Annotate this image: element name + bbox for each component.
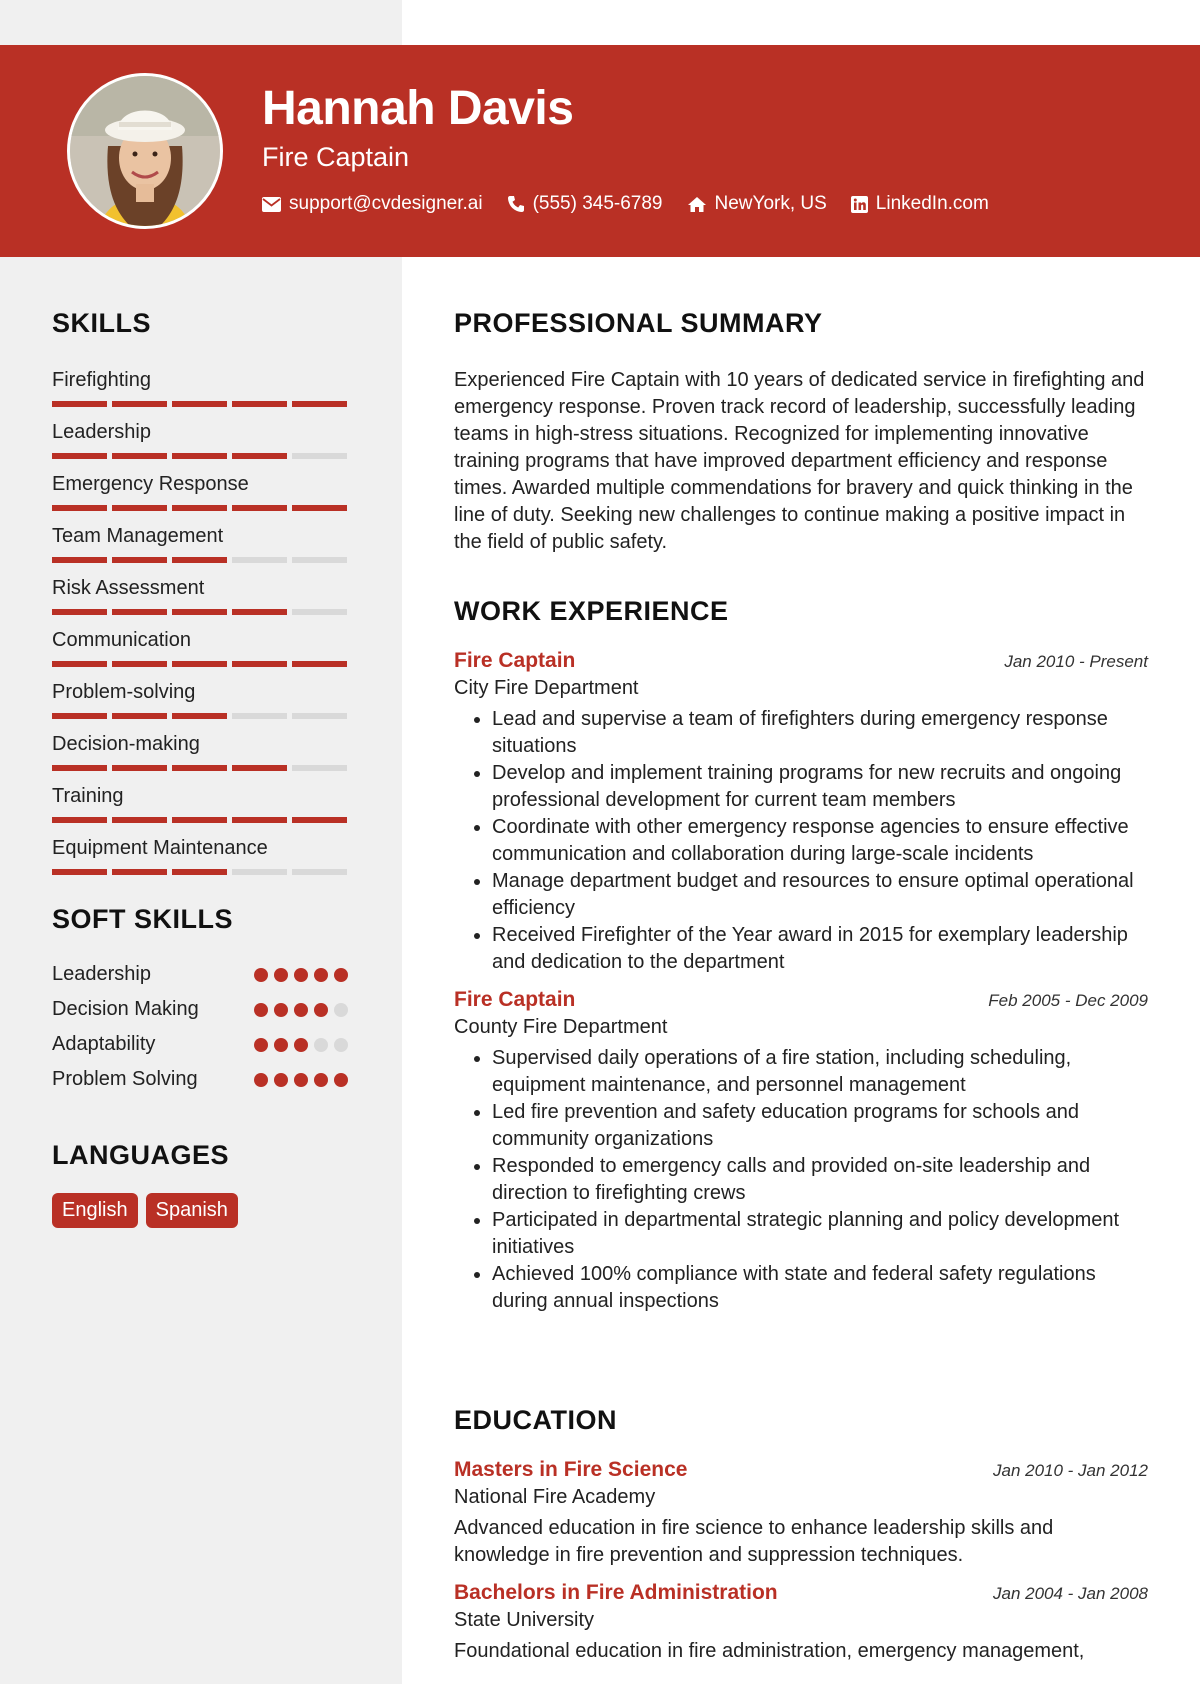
soft-skill-name: Decision Making	[52, 998, 199, 1020]
skill-name: Firefighting	[52, 369, 151, 391]
skill-level-segment	[112, 817, 167, 823]
skill-level-segment	[292, 765, 347, 771]
skill-level-segment	[112, 765, 167, 771]
skill-level-segment	[172, 453, 227, 459]
linkedin-icon	[851, 196, 868, 213]
job-organization: City Fire Department	[454, 677, 639, 699]
skill-level-segment	[52, 505, 107, 511]
education-description: Foundational education in fire administration, emergency management,	[454, 1640, 1085, 1662]
skill-item	[52, 733, 352, 771]
skill-level-segment	[232, 817, 287, 823]
skill-level-segment	[232, 661, 287, 667]
job-entry	[454, 988, 1148, 1315]
school-name: State University	[454, 1609, 595, 1631]
degree-title: Bachelors in Fire Administration	[454, 1581, 778, 1604]
job-bullet: • Achieved 100% compliance with state and federal safety regulations during annual inspections	[492, 1261, 1148, 1315]
rating-dot	[294, 1073, 308, 1087]
rating-dot	[314, 1038, 328, 1052]
skill-item	[52, 369, 352, 407]
language-badge: English	[52, 1193, 138, 1228]
job-dates: Feb 2005 - Dec 2009	[988, 991, 1148, 1010]
soft-skill-name: Problem Solving	[52, 1068, 198, 1090]
skill-level-segment	[112, 661, 167, 667]
job-bullet: • Participated in departmental strategic planning and policy development initiatives	[492, 1207, 1148, 1261]
skill-level-bars	[52, 661, 352, 667]
rating-dot	[274, 1003, 288, 1017]
skill-level-segment	[232, 557, 287, 563]
education-header	[454, 1458, 1148, 1482]
skill-level-segment	[112, 453, 167, 459]
skill-level-bars	[52, 453, 352, 459]
portrait-image	[70, 76, 220, 226]
rating-dot	[334, 1073, 348, 1087]
job-entry	[454, 649, 1148, 976]
skill-level-segment	[232, 505, 287, 511]
candidate-name: Hannah Davis	[262, 82, 574, 135]
soft-skills-section	[52, 904, 348, 1097]
skill-name: Leadership	[52, 421, 151, 443]
rating-dot	[294, 1003, 308, 1017]
skill-level-segment	[52, 817, 107, 823]
job-bullet: • Manage department budget and resources to ensure optimal operational efficiency	[492, 868, 1148, 922]
skills-section	[52, 308, 352, 889]
skill-level-segment	[292, 557, 347, 563]
rating-dot	[254, 1003, 268, 1017]
job-bullet: • Develop and implement training programs for new recruits and ongoing professional development for current team members	[492, 760, 1148, 814]
skill-level-segment	[52, 713, 107, 719]
soft-skill-item	[52, 1062, 348, 1097]
skill-level-segment	[52, 401, 107, 407]
header-banner	[0, 45, 1200, 257]
rating-dot	[274, 968, 288, 982]
contact-location-text: NewYork, US	[714, 193, 827, 214]
rating-dot	[254, 1038, 268, 1052]
skill-name: Risk Assessment	[52, 577, 205, 599]
skill-level-segment	[112, 557, 167, 563]
education-heading: EDUCATION	[454, 1405, 617, 1435]
rating-dot	[294, 968, 308, 982]
skill-item	[52, 421, 352, 459]
skill-level-bars	[52, 713, 352, 719]
skill-level-segment	[172, 869, 227, 875]
job-bullet: • Responded to emergency calls and provided on-site leadership and direction to firefighting crews	[492, 1153, 1148, 1207]
skill-item	[52, 681, 352, 719]
contact-phone-text: (555) 345-6789	[532, 193, 663, 214]
skill-level-segment	[52, 557, 107, 563]
skill-level-segment	[292, 453, 347, 459]
skill-name: Decision-making	[52, 733, 200, 755]
profile-photo	[67, 73, 223, 229]
contact-bar	[262, 193, 989, 215]
home-icon	[687, 196, 707, 213]
phone-icon	[507, 195, 525, 213]
skill-level-segment	[292, 817, 347, 823]
job-title: Fire Captain	[454, 649, 576, 672]
job-dates: Jan 2010 - Present	[1004, 652, 1148, 671]
contact-linkedin-text: LinkedIn.com	[875, 193, 989, 214]
language-badge: Spanish	[146, 1193, 238, 1228]
education-section	[454, 1405, 1148, 1665]
soft-skill-rating	[254, 1073, 348, 1087]
skill-name: Training	[52, 785, 124, 807]
skill-level-segment	[232, 713, 287, 719]
rating-dot	[294, 1038, 308, 1052]
contact-email[interactable]	[262, 193, 483, 215]
candidate-title: Fire Captain	[262, 142, 410, 172]
rating-dot	[274, 1073, 288, 1087]
skill-level-segment	[292, 401, 347, 407]
job-bullets	[454, 1045, 1148, 1315]
skill-level-segment	[232, 401, 287, 407]
job-bullet: • Supervised daily operations of a fire station, including scheduling, equipment maintenance, and personnel management	[492, 1045, 1148, 1099]
skill-level-segment	[52, 453, 107, 459]
skills-heading: SKILLS	[52, 308, 152, 338]
rating-dot	[334, 1003, 348, 1017]
soft-skill-rating	[254, 968, 348, 982]
envelope-icon	[262, 197, 281, 212]
job-title: Fire Captain	[454, 988, 576, 1011]
skill-level-bars	[52, 817, 352, 823]
skill-item	[52, 785, 352, 823]
skill-level-segment	[172, 817, 227, 823]
school-name: National Fire Academy	[454, 1486, 656, 1508]
skill-level-segment	[172, 401, 227, 407]
education-description: Advanced education in fire science to enhance leadership skills and knowledge in fire prevention and suppression techniques.	[454, 1517, 1054, 1566]
skill-level-segment	[112, 401, 167, 407]
skill-level-segment	[232, 609, 287, 615]
languages-heading: LANGUAGES	[52, 1140, 230, 1170]
skill-level-segment	[52, 661, 107, 667]
skill-item	[52, 629, 352, 667]
job-organization: County Fire Department	[454, 1016, 668, 1038]
skill-level-segment	[112, 505, 167, 511]
job-header	[454, 649, 1148, 673]
skill-level-segment	[172, 557, 227, 563]
skills-list	[52, 369, 352, 875]
skill-name: Communication	[52, 629, 191, 651]
skill-level-bars	[52, 765, 352, 771]
skill-level-segment	[292, 713, 347, 719]
experience-heading: WORK EXPERIENCE	[454, 596, 729, 626]
rating-dot	[334, 1038, 348, 1052]
skill-level-bars	[52, 505, 352, 511]
skill-name: Problem-solving	[52, 681, 196, 703]
skill-level-segment	[52, 869, 107, 875]
skill-level-segment	[292, 661, 347, 667]
soft-skill-item	[52, 1027, 348, 1062]
soft-skill-rating	[254, 1003, 348, 1017]
skill-level-segment	[52, 609, 107, 615]
education-dates: Jan 2010 - Jan 2012	[992, 1461, 1148, 1480]
education-header	[454, 1581, 1148, 1605]
languages-section	[52, 1140, 352, 1228]
skill-level-segment	[232, 869, 287, 875]
soft-skill-item	[52, 957, 348, 992]
education-dates: Jan 2004 - Jan 2008	[992, 1584, 1148, 1603]
skill-level-segment	[172, 505, 227, 511]
soft-skill-name: Adaptability	[52, 1033, 156, 1055]
contact-linkedin[interactable]	[851, 193, 989, 215]
skill-level-bars	[52, 401, 352, 407]
job-bullet: • Led fire prevention and safety education programs for schools and community organizations	[492, 1099, 1148, 1153]
skill-level-segment	[232, 453, 287, 459]
skill-level-segment	[112, 713, 167, 719]
rating-dot	[254, 1073, 268, 1087]
experience-section	[454, 596, 1148, 1315]
skill-name: Emergency Response	[52, 473, 249, 495]
job-header	[454, 988, 1148, 1012]
skill-level-segment	[172, 609, 227, 615]
job-bullet: • Coordinate with other emergency response agencies to ensure effective communication and collaboration during large-scale incidents	[492, 814, 1148, 868]
skill-level-segment	[112, 869, 167, 875]
skill-item	[52, 473, 352, 511]
skill-level-segment	[292, 869, 347, 875]
skill-level-segment	[292, 505, 347, 511]
education-entry	[454, 1581, 1148, 1665]
rating-dot	[254, 968, 268, 982]
skill-level-bars	[52, 869, 352, 875]
skill-level-segment	[292, 609, 347, 615]
skill-level-segment	[232, 765, 287, 771]
skill-level-segment	[172, 765, 227, 771]
skill-level-segment	[172, 661, 227, 667]
job-bullet: • Received Firefighter of the Year award in 2015 for exemplary leadership and dedication to the department	[492, 922, 1148, 976]
summary-heading: PROFESSIONAL SUMMARY	[454, 308, 823, 338]
contact-phone[interactable]	[507, 193, 663, 215]
skill-level-segment	[52, 765, 107, 771]
rating-dot	[314, 1073, 328, 1087]
job-bullets	[454, 706, 1148, 976]
soft-skills-heading: SOFT SKILLS	[52, 904, 233, 934]
education-entry	[454, 1458, 1148, 1569]
soft-skill-rating	[254, 1038, 348, 1052]
skill-level-bars	[52, 557, 352, 563]
rating-dot	[314, 1003, 328, 1017]
rating-dot	[314, 968, 328, 982]
skill-level-segment	[172, 713, 227, 719]
rating-dot	[334, 968, 348, 982]
skill-item	[52, 525, 352, 563]
languages-list	[52, 1193, 352, 1228]
degree-title: Masters in Fire Science	[454, 1458, 688, 1481]
rating-dot	[274, 1038, 288, 1052]
skill-name: Equipment Maintenance	[52, 837, 268, 859]
contact-email-text: support@cvdesigner.ai	[289, 193, 483, 214]
skill-name: Team Management	[52, 525, 224, 547]
soft-skills-list	[52, 957, 348, 1097]
jobs-list	[454, 649, 1148, 1315]
skill-item	[52, 577, 352, 615]
summary-text: Experienced Fire Captain with 10 years of dedicated service in firefighting and emergency response. Proven track record of leadership, successfully leading teams in high-stress situations. Recognized for implementing innovative training programs that have improved department efficiency and response times. Awarded multiple commendations for bravery and quick thinking in the line of duty. Seeking new challenges to continue making a positive impact in the field of public safety.	[454, 369, 1145, 553]
contact-location	[687, 193, 827, 215]
summary-section	[454, 308, 1148, 556]
soft-skill-item	[52, 992, 348, 1027]
education-list	[454, 1458, 1148, 1665]
soft-skill-name: Leadership	[52, 963, 151, 985]
skill-level-segment	[112, 609, 167, 615]
job-bullet: • Lead and supervise a team of firefighters during emergency response situations	[492, 706, 1148, 760]
skill-level-bars	[52, 609, 352, 615]
skill-item	[52, 837, 352, 875]
